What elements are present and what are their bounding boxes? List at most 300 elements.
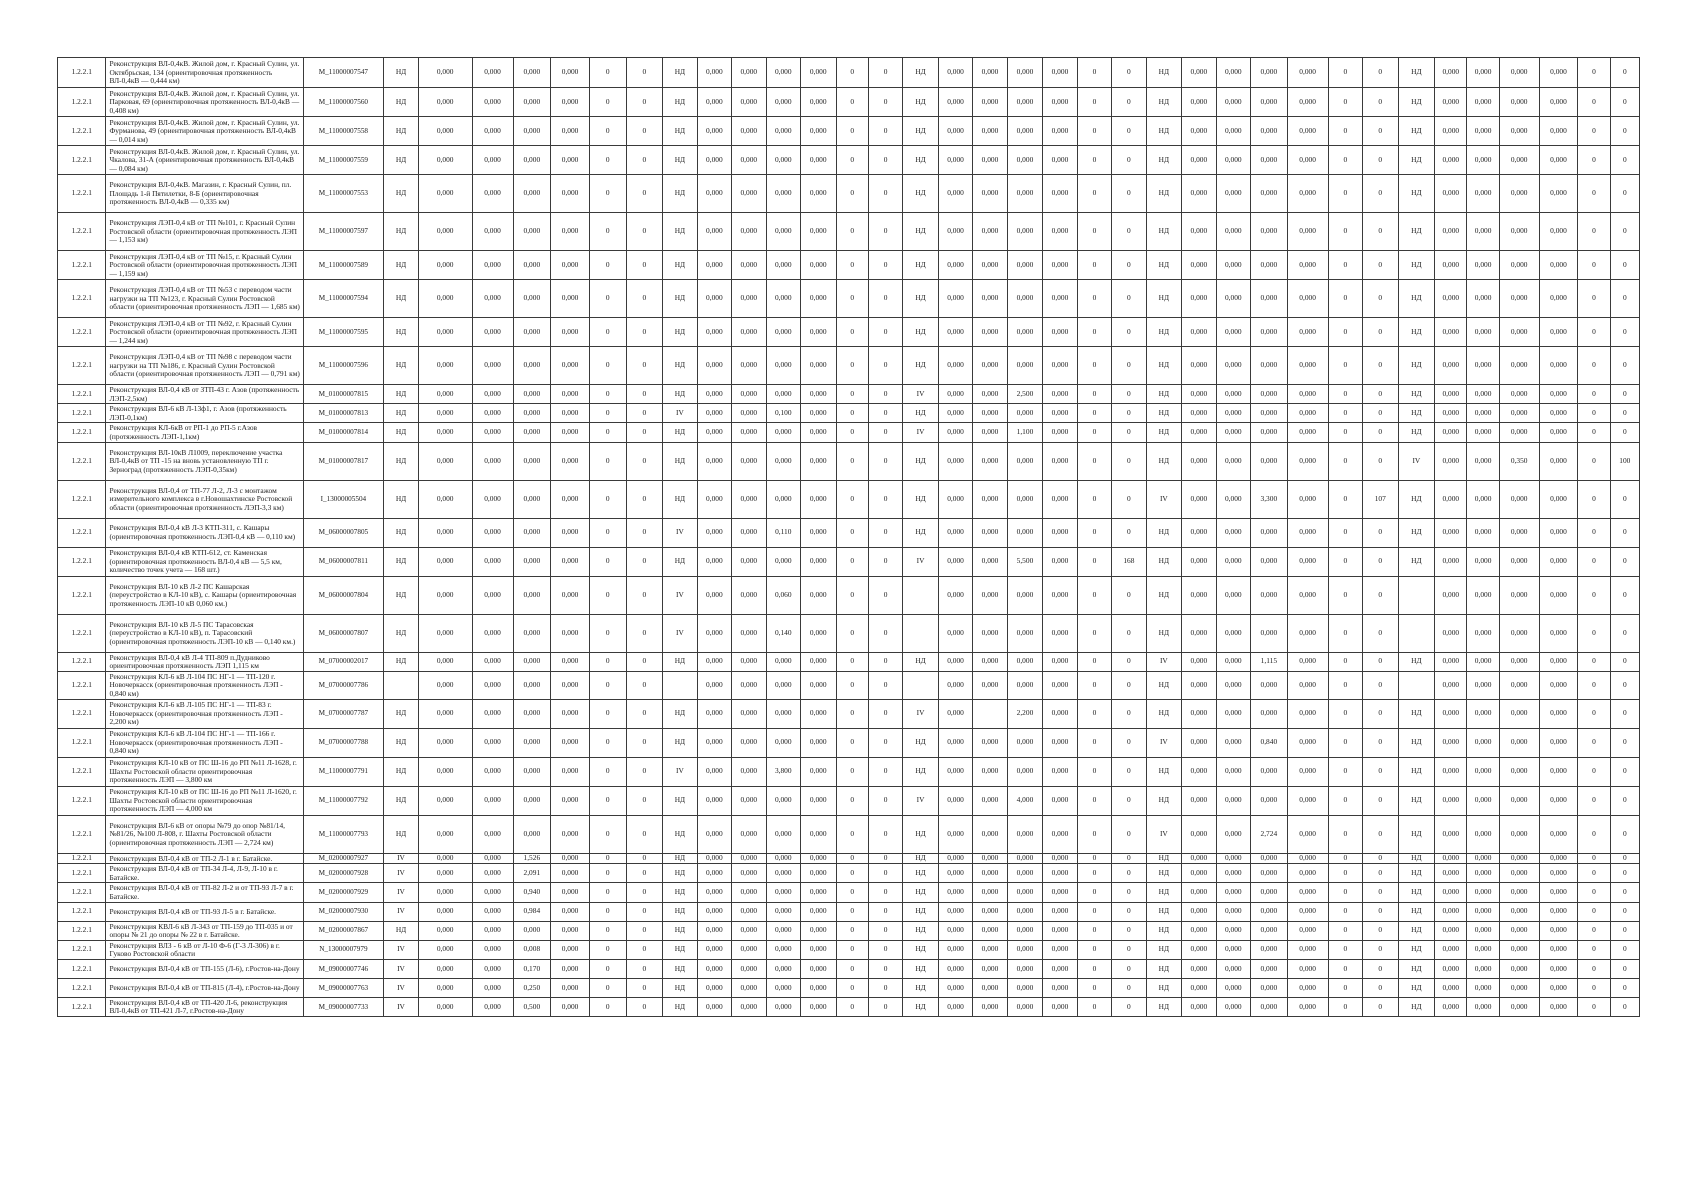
value-cell: 0,000 [1216, 480, 1250, 518]
value-cell: 0,000 [1539, 883, 1578, 902]
value-cell: 0,000 [766, 940, 800, 959]
value-cell: 0,000 [732, 280, 766, 318]
value-cell: 0,000 [973, 385, 1007, 404]
value-cell: НД [1398, 786, 1435, 815]
value-cell: 0,000 [551, 518, 590, 547]
value-cell: 0,140 [766, 614, 800, 652]
value-cell: 0,000 [973, 978, 1007, 997]
value-cell: 0,000 [551, 728, 590, 757]
value-cell: 0,000 [551, 959, 590, 978]
value-cell: 0 [868, 652, 902, 671]
value-cell: IV [663, 518, 697, 547]
value-cell: 0,000 [513, 385, 551, 404]
value-cell: 0,000 [938, 117, 972, 146]
value-cell: 0,000 [732, 175, 766, 213]
value-cell: 2,091 [513, 864, 551, 883]
value-cell: 0,940 [513, 883, 551, 902]
value-cell: 0 [1077, 547, 1111, 576]
value-cell: 0,000 [800, 251, 836, 280]
value-cell: 0,000 [513, 757, 551, 786]
value-cell: 0,000 [732, 864, 766, 883]
value-cell: 0,000 [472, 815, 513, 853]
value-cell: 0 [1077, 347, 1111, 385]
value-cell: 0 [1328, 978, 1362, 997]
value-cell: НД [1146, 902, 1182, 921]
value-cell: 0 [1112, 88, 1146, 117]
value-cell: 0,000 [1043, 318, 1077, 347]
value-cell: 0,000 [1182, 117, 1216, 146]
value-cell: 0 [1363, 318, 1399, 347]
value-cell: 0 [626, 978, 663, 997]
value-cell: 0 [868, 318, 902, 347]
value-cell: 0,000 [472, 88, 513, 117]
value-cell: 0,000 [1007, 442, 1043, 480]
value-cell: 0,000 [1499, 385, 1539, 404]
value-cell: 0,000 [938, 728, 972, 757]
value-cell: 0 [626, 347, 663, 385]
value-cell: 0,000 [1539, 614, 1578, 652]
value-cell: 0,000 [1182, 728, 1216, 757]
value-cell: 0,000 [1467, 213, 1499, 251]
value-cell: 0,000 [1182, 959, 1216, 978]
value-cell: 0,000 [472, 404, 513, 423]
value-cell: 0,000 [1287, 921, 1328, 940]
value-cell: 0,000 [1467, 978, 1499, 997]
value-cell: 0 [836, 978, 868, 997]
value-cell: НД [903, 902, 939, 921]
value-cell: 0,000 [1539, 117, 1578, 146]
value-cell: 0,000 [1251, 318, 1288, 347]
row-number-cell: 1.2.2.1 [58, 404, 106, 423]
object-name-cell: Реконструкция КЛ-6кВ от РП-1 до РП-5 г.Азов (протяженность ЛЭП-1,1км) [106, 423, 303, 442]
value-cell: 0,000 [697, 518, 731, 547]
value-cell: 0,000 [1467, 423, 1499, 442]
value-cell: 0,100 [766, 404, 800, 423]
object-code-cell: M_11000007558 [303, 117, 384, 146]
value-cell: 0,000 [1539, 251, 1578, 280]
value-cell: 0 [1578, 576, 1610, 614]
value-cell: 0,000 [766, 480, 800, 518]
value-cell: 0 [836, 58, 868, 88]
value-cell: 0,000 [800, 728, 836, 757]
value-cell: 0,000 [800, 385, 836, 404]
value-cell: 0,000 [1467, 480, 1499, 518]
value-cell: 0 [1112, 959, 1146, 978]
value-cell: 0,000 [1287, 88, 1328, 117]
value-cell: 0,000 [973, 815, 1007, 853]
value-cell: 0 [836, 88, 868, 117]
value-cell: 0,000 [732, 576, 766, 614]
value-cell: НД [384, 117, 418, 146]
value-cell: 0,000 [1043, 786, 1077, 815]
value-cell: 0,000 [938, 547, 972, 576]
value-cell: 0 [836, 175, 868, 213]
value-cell: 0,000 [551, 614, 590, 652]
value-cell: 168 [1112, 547, 1146, 576]
value-cell: 0 [626, 423, 663, 442]
value-cell: 0,000 [1182, 921, 1216, 940]
value-cell: НД [663, 902, 697, 921]
value-cell: 0 [626, 280, 663, 318]
value-cell: 0,000 [551, 921, 590, 940]
row-number-cell: 1.2.2.1 [58, 699, 106, 728]
value-cell: 0,000 [1216, 280, 1250, 318]
row-number-cell: 1.2.2.1 [58, 442, 106, 480]
value-cell: 0,000 [1251, 671, 1288, 699]
object-name-cell: Реконструкция ЛЭП-0,4 кВ от ТП №53 с переводом части нагрузки на ТП №123, г. Красный Сулин Ростовской области (ориентировочная протяженность ЛЭП — 1,685 км) [106, 280, 303, 318]
value-cell: НД [1398, 213, 1435, 251]
row-number-cell: 1.2.2.1 [58, 347, 106, 385]
value-cell: НД [903, 251, 939, 280]
value-cell: 0,000 [800, 652, 836, 671]
value-cell: 0,000 [732, 347, 766, 385]
value-cell: 0,000 [938, 175, 972, 213]
value-cell: 0,000 [1435, 997, 1467, 1016]
value-cell: 0 [626, 518, 663, 547]
value-cell: 0,000 [1216, 978, 1250, 997]
value-cell: 0,000 [1043, 146, 1077, 175]
value-cell: 0 [836, 213, 868, 251]
value-cell: 0,000 [697, 614, 731, 652]
value-cell: 0 [1077, 280, 1111, 318]
value-cell: 0 [1077, 576, 1111, 614]
object-name-cell: Реконструкция ВЛ-10кВ Л1009, переключение участка ВЛ-0,4кВ от ТП -15 на вновь установленную ТП г. Зерноград (протяженность ЛЭП-0,35км) [106, 442, 303, 480]
value-cell: 0 [1077, 728, 1111, 757]
value-cell: 0,000 [418, 699, 472, 728]
value-cell: 0,000 [766, 88, 800, 117]
value-cell: 0,000 [472, 864, 513, 883]
value-cell: 0,000 [1499, 251, 1539, 280]
table-row [58, 576, 1640, 614]
value-cell: 0,000 [1043, 757, 1077, 786]
value-cell: 0,000 [1251, 175, 1288, 213]
row-number-cell: 1.2.2.1 [58, 117, 106, 146]
value-cell: НД [663, 318, 697, 347]
value-cell: 0,000 [1435, 88, 1467, 117]
value-cell: 0,000 [1539, 404, 1578, 423]
value-cell: НД [903, 404, 939, 423]
value-cell: 0 [1610, 547, 1639, 576]
object-name-cell: Реконструкция КЛ-10 кВ от ПС Ш-16 до РП №11 Л-1628, г. Шахты Ростовской области ориентировочная протяженность ЛЭП — 3,800 км [106, 757, 303, 786]
value-cell: НД [1146, 921, 1182, 940]
value-cell: 0,000 [766, 280, 800, 318]
value-cell: 0 [1578, 940, 1610, 959]
value-cell: НД [663, 864, 697, 883]
value-cell: 0,000 [1007, 853, 1043, 864]
value-cell: 0,000 [697, 442, 731, 480]
value-cell: 0,000 [513, 480, 551, 518]
value-cell: 0,000 [418, 385, 472, 404]
value-cell: 0,000 [1251, 940, 1288, 959]
value-cell: 0,000 [418, 652, 472, 671]
value-cell: 0,000 [1043, 940, 1077, 959]
value-cell: 0,000 [1007, 902, 1043, 921]
value-cell: 0,000 [1435, 959, 1467, 978]
row-number-cell: 1.2.2.1 [58, 280, 106, 318]
value-cell: НД [1146, 997, 1182, 1016]
value-cell: 0,000 [973, 902, 1007, 921]
value-cell: 0,000 [1539, 58, 1578, 88]
table-row [58, 347, 1640, 385]
value-cell: 0,000 [1435, 385, 1467, 404]
value-cell: 0,000 [1216, 385, 1250, 404]
object-name-cell: Реконструкция ВЛ-6 кВ Л-13ф1, г. Азов (протяженность ЛЭП-0,1км) [106, 404, 303, 423]
table-row [58, 997, 1640, 1016]
object-name-cell: Реконструкция ВЛ-0,4кВ. Жилой дом, г. Красный Сулин, ул. Октябрьская, 134 (ориентировочная протяженность ВЛ-0,4кВ — 0,444 км) [106, 58, 303, 88]
value-cell: 0,000 [1043, 385, 1077, 404]
value-cell: 0,000 [1043, 213, 1077, 251]
value-cell: 0,000 [1435, 318, 1467, 347]
object-name-cell: Реконструкция ЛЭП-0,4 кВ от ТП №101, г. Красный Сулин Ростовской области (ориентировочная протяженность ЛЭП — 1,153 км) [106, 213, 303, 251]
value-cell: 0,000 [1435, 213, 1467, 251]
value-cell: 0 [1328, 480, 1362, 518]
value-cell: 0,000 [973, 652, 1007, 671]
value-cell: 0,000 [1435, 576, 1467, 614]
value-cell: 0,000 [1287, 318, 1328, 347]
value-cell: 0 [1328, 318, 1362, 347]
value-cell: 0,000 [732, 997, 766, 1016]
value-cell: 0 [1077, 853, 1111, 864]
value-cell: 0 [836, 576, 868, 614]
value-cell: 0,000 [732, 902, 766, 921]
value-cell: 0 [1363, 883, 1399, 902]
value-cell: 0,000 [551, 347, 590, 385]
value-cell: 0,000 [1539, 385, 1578, 404]
value-cell: 0,000 [1043, 576, 1077, 614]
value-cell: 0 [1328, 614, 1362, 652]
value-cell: НД [384, 318, 418, 347]
value-cell: 0,000 [1043, 58, 1077, 88]
value-cell: НД [1146, 385, 1182, 404]
value-cell: 0,000 [418, 318, 472, 347]
value-cell: 0,000 [1251, 921, 1288, 940]
value-cell: 0 [1328, 883, 1362, 902]
value-cell: 0,000 [1539, 318, 1578, 347]
value-cell: 0,000 [1251, 251, 1288, 280]
value-cell: 0 [1328, 385, 1362, 404]
value-cell: 0 [1328, 518, 1362, 547]
value-cell: 0,000 [418, 959, 472, 978]
value-cell: 0,000 [1287, 404, 1328, 423]
table-row [58, 921, 1640, 940]
object-code-cell: M_02000007928 [303, 864, 384, 883]
table-row [58, 480, 1640, 518]
value-cell: НД [1146, 853, 1182, 864]
value-cell: 0,000 [1007, 728, 1043, 757]
value-cell: 0,000 [1007, 404, 1043, 423]
value-cell: 0,000 [1435, 699, 1467, 728]
value-cell: 0,000 [1043, 652, 1077, 671]
value-cell: 0,000 [697, 280, 731, 318]
value-cell: НД [663, 117, 697, 146]
value-cell: 0,000 [1216, 576, 1250, 614]
value-cell: 0 [1363, 978, 1399, 997]
value-cell: 0 [868, 614, 902, 652]
value-cell: 0,000 [1007, 251, 1043, 280]
value-cell: 0,000 [418, 614, 472, 652]
value-cell: 0,000 [1467, 815, 1499, 853]
value-cell: 0,000 [418, 117, 472, 146]
value-cell: 0 [1112, 902, 1146, 921]
value-cell: 0 [1578, 997, 1610, 1016]
value-cell: НД [663, 997, 697, 1016]
value-cell: 0 [868, 864, 902, 883]
object-name-cell: Реконструкция КЛ-6 кВ Л-105 ПС НГ-1 — ТП-83 г. Новочеркасск (ориентировочная протяженность ЛЭП - 2,200 км) [106, 699, 303, 728]
value-cell: 3,800 [766, 757, 800, 786]
value-cell: 0 [836, 480, 868, 518]
value-cell: 0 [589, 146, 626, 175]
value-cell: 0,000 [1182, 518, 1216, 547]
value-cell: 0 [1610, 175, 1639, 213]
value-cell: 0,000 [551, 815, 590, 853]
value-cell: 0 [1112, 728, 1146, 757]
value-cell: 0,000 [1251, 58, 1288, 88]
value-cell: 0 [1112, 385, 1146, 404]
value-cell: 0,000 [472, 883, 513, 902]
value-cell: 0,000 [472, 576, 513, 614]
value-cell: 0,000 [1499, 902, 1539, 921]
value-cell: НД [1146, 699, 1182, 728]
value-cell: 0,000 [551, 117, 590, 146]
object-name-cell: Реконструкция ВЛ-0,4 кВ от ТП-420 Л-6, реконструкция ВЛ-0,4кВ от ТП-421 Л-7, г.Ростов-на-Дону [106, 997, 303, 1016]
value-cell: 0,008 [513, 940, 551, 959]
value-cell: 0,000 [513, 576, 551, 614]
value-cell: 0 [1112, 815, 1146, 853]
value-cell: 0 [1077, 146, 1111, 175]
value-cell: 0 [589, 902, 626, 921]
value-cell: 4,000 [1007, 786, 1043, 815]
value-cell: 0,000 [1043, 921, 1077, 940]
value-cell: 0,000 [1499, 117, 1539, 146]
value-cell: НД [663, 853, 697, 864]
value-cell: 0 [626, 921, 663, 940]
value-cell: 0,000 [1043, 251, 1077, 280]
value-cell: 0,000 [513, 423, 551, 442]
value-cell: НД [384, 699, 418, 728]
value-cell: 0 [1112, 347, 1146, 385]
value-cell: 0,000 [1435, 251, 1467, 280]
value-cell: 0 [1077, 940, 1111, 959]
value-cell: 0,000 [697, 902, 731, 921]
value-cell: 0,000 [1216, 318, 1250, 347]
value-cell: 0 [1578, 671, 1610, 699]
value-cell: 0 [1077, 423, 1111, 442]
value-cell: 0,000 [1216, 614, 1250, 652]
value-cell: 0,000 [973, 757, 1007, 786]
value-cell: 0 [1610, 518, 1639, 547]
value-cell: 0,000 [1216, 940, 1250, 959]
value-cell: 0,000 [697, 940, 731, 959]
value-cell: 0 [1363, 442, 1399, 480]
value-cell: 0,000 [1539, 959, 1578, 978]
value-cell: НД [384, 547, 418, 576]
value-cell: 0,000 [1182, 757, 1216, 786]
value-cell: IV [663, 576, 697, 614]
value-cell: 1,115 [1251, 652, 1288, 671]
value-cell: 0,000 [800, 88, 836, 117]
object-code-cell: M_11000007547 [303, 58, 384, 88]
value-cell: 0 [1578, 786, 1610, 815]
table-row [58, 251, 1640, 280]
value-cell: 0,000 [1435, 853, 1467, 864]
value-cell: 0 [1578, 423, 1610, 442]
value-cell: 0 [1112, 757, 1146, 786]
value-cell: 0 [1610, 251, 1639, 280]
value-cell: 0,000 [1182, 404, 1216, 423]
table-row [58, 547, 1640, 576]
value-cell: 0,000 [973, 251, 1007, 280]
value-cell: 0 [836, 921, 868, 940]
object-code-cell: M_02000007867 [303, 921, 384, 940]
value-cell: 0 [1077, 997, 1111, 1016]
value-cell: 0 [836, 997, 868, 1016]
value-cell: 0 [1328, 902, 1362, 921]
value-cell: 0,000 [472, 959, 513, 978]
value-cell: 5,500 [1007, 547, 1043, 576]
value-cell: НД [1398, 385, 1435, 404]
value-cell: НД [663, 786, 697, 815]
value-cell: 0,000 [1287, 385, 1328, 404]
value-cell: 0,000 [800, 699, 836, 728]
value-cell: 0,000 [551, 652, 590, 671]
value-cell: 0,000 [472, 902, 513, 921]
value-cell: 0 [868, 815, 902, 853]
value-cell: НД [663, 883, 697, 902]
value-cell: 0,000 [418, 547, 472, 576]
value-cell: 0,000 [551, 385, 590, 404]
value-cell: 0,000 [472, 728, 513, 757]
value-cell: 0,000 [1007, 864, 1043, 883]
value-cell: 0 [1328, 58, 1362, 88]
value-cell: 0 [1363, 213, 1399, 251]
value-cell: 0,000 [697, 883, 731, 902]
value-cell: 0 [836, 940, 868, 959]
value-cell: 0 [836, 728, 868, 757]
value-cell: 0,000 [1251, 347, 1288, 385]
value-cell: 0 [868, 518, 902, 547]
value-cell: 0,000 [1182, 547, 1216, 576]
value-cell: 0,000 [973, 728, 1007, 757]
table-row [58, 978, 1640, 997]
value-cell: 0 [589, 175, 626, 213]
value-cell: 0 [836, 902, 868, 921]
value-cell: 0 [836, 786, 868, 815]
value-cell: 0,000 [1539, 757, 1578, 786]
value-cell: 0,000 [732, 518, 766, 547]
value-cell: 0,000 [697, 853, 731, 864]
value-cell: 0 [1112, 213, 1146, 251]
value-cell: 0,000 [1499, 614, 1539, 652]
value-cell: 0 [1610, 280, 1639, 318]
object-name-cell: Реконструкция ВЛ-0,4 кВ от ТП-2 Л-1 в г. Батайске. [106, 853, 303, 864]
value-cell: НД [903, 480, 939, 518]
value-cell: 0,170 [513, 959, 551, 978]
value-cell: НД [903, 518, 939, 547]
value-cell: 0 [868, 921, 902, 940]
value-cell: 0 [1578, 652, 1610, 671]
value-cell: 0 [626, 175, 663, 213]
value-cell: НД [1398, 815, 1435, 853]
value-cell: 0,000 [938, 614, 972, 652]
value-cell: 0,000 [938, 442, 972, 480]
value-cell: 0,000 [973, 423, 1007, 442]
value-cell: 0,000 [697, 728, 731, 757]
value-cell: 0,000 [800, 117, 836, 146]
value-cell: 0 [1578, 404, 1610, 423]
value-cell: НД [903, 997, 939, 1016]
value-cell: 0,000 [1539, 88, 1578, 117]
value-cell: 0 [1077, 318, 1111, 347]
